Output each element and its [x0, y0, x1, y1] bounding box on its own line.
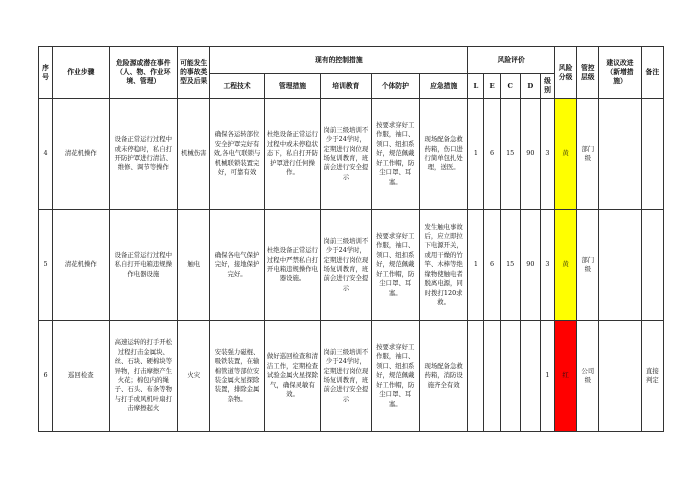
table-row: [39, 99, 664, 210]
col-header-training: 培训教育: [321, 74, 371, 99]
cell-level: 3: [540, 210, 554, 321]
cell-hazard: 设备正常运行过程中或未停稳时，私自打开防护罩进行清洁、维修、调节等操作: [109, 99, 178, 210]
cell-c: 15: [500, 210, 520, 321]
cell-control-level: 部门级: [577, 210, 599, 321]
header-row-1: [39, 47, 664, 74]
cell-engineering: 确保各运转部位安全护罩完好有效,各电气联锁与机械联锁装置完好，可靠有效: [210, 99, 264, 210]
cell-risk-grade: 黄: [555, 210, 577, 321]
cell-l: [468, 321, 484, 432]
cell-management: 做好巡回检查和清洁工作，定期检查试验金属火星探除气，确保灵敏有效。: [264, 321, 320, 432]
cell-l: 1: [468, 99, 484, 210]
cell-e: 6: [484, 99, 500, 210]
cell-d: 90: [520, 99, 540, 210]
col-header-risk-eval: 风险评价: [468, 47, 555, 74]
cell-risk-grade: 红: [555, 321, 577, 432]
cell-training: 岗前三级培训不少于24学时，定期进行岗位现场复训教育，班前会进行安全提示: [321, 99, 371, 210]
cell-remark: [641, 210, 663, 321]
cell-management: 杜绝设备正常运行过程中或未停稳状态下，私自打开防护罩进行任何操作。: [264, 99, 320, 210]
cell-accident: 机械伤害: [178, 99, 210, 210]
cell-e: [484, 321, 500, 432]
cell-l: 1: [468, 210, 484, 321]
cell-remark: 直接判定: [641, 321, 663, 432]
cell-d: [520, 321, 540, 432]
col-header-no: 序号: [39, 47, 53, 99]
cell-engineering: 安装强力磁棍、吸铁装置，在输棉管道等部位安装金属火星探除装置，排除金属杂物。: [210, 321, 264, 432]
cell-suggest: [599, 99, 641, 210]
cell-step: 清花机操作: [53, 99, 109, 210]
cell-accident: 触电: [178, 210, 210, 321]
cell-control-level: 公司级: [577, 321, 599, 432]
col-header-engineering: 工程技术: [210, 74, 264, 99]
cell-level: 1: [540, 321, 554, 432]
col-header-control-level: 管控层级: [577, 47, 599, 99]
cell-emergency: 现场配备急救药箱，伤口进行简单包扎处理，送医。: [419, 99, 467, 210]
cell-hazard: 设备正常运行过程中私自打开电箱违规操作电器设施: [109, 210, 178, 321]
table-row: [39, 321, 664, 432]
cell-emergency: 发生触电事故后，应立即拉下电源开关，或用干燥的竹竿、木棒等绝缘物使触电者脱离电源，同时拨打120求救。: [419, 210, 467, 321]
cell-remark: [641, 99, 663, 210]
col-header-risk-grade: 风险分级: [555, 47, 577, 99]
cell-c: [500, 321, 520, 432]
cell-no: 5: [39, 210, 53, 321]
cell-training: 岗前三级培训不少于24学时，定期进行岗位现场复训教育，班前会进行安全提示: [321, 210, 371, 321]
cell-ppe: 按要求穿好工作服，袖口、领口、纽扣系好，规范佩戴好工作帽，防尘口罩、耳塞。: [371, 321, 419, 432]
col-header-controls: 现有的控制措施: [210, 47, 468, 74]
col-header-e: E: [484, 74, 500, 99]
cell-d: 90: [520, 210, 540, 321]
cell-suggest: [599, 321, 641, 432]
col-header-hazard: 危险源或潜在事件（人、物、作业环境、管理）: [109, 47, 178, 99]
col-header-emergency: 应急措施: [419, 74, 467, 99]
col-header-c: C: [500, 74, 520, 99]
cell-ppe: 按要求穿好工作服，袖口、领口、纽扣系好，规范佩戴好工作帽，防尘口罩、耳塞。: [371, 99, 419, 210]
cell-management: 杜绝设备正常运行过程中严禁私自打开电箱违规操作电器设施。: [264, 210, 320, 321]
col-header-ppe: 个体防护: [371, 74, 419, 99]
col-header-step: 作业步骤: [53, 47, 109, 99]
cell-suggest: [599, 210, 641, 321]
col-header-remark: 备注: [641, 47, 663, 99]
risk-assessment-sheet: [38, 46, 664, 432]
cell-no: 6: [39, 321, 53, 432]
cell-level: 3: [540, 99, 554, 210]
col-header-l: L: [468, 74, 484, 99]
cell-ppe: 按要求穿好工作服，袖口、领口、纽扣系好，规范佩戴好工作帽，防尘口罩、耳塞。: [371, 210, 419, 321]
col-header-suggest: 建议改进（新增措施）: [599, 47, 641, 99]
cell-training: 岗前三级培训不少于24学时，定期进行岗位现场复训教育，班前会进行安全提示: [321, 321, 371, 432]
cell-c: 15: [500, 99, 520, 210]
cell-emergency: 现场配备急救药箱，消防设施齐全有效: [419, 321, 467, 432]
table-row: [39, 210, 664, 321]
col-header-d: D: [520, 74, 540, 99]
col-header-management: 管理措施: [264, 74, 320, 99]
cell-risk-grade: 黄: [555, 99, 577, 210]
cell-hazard: 高速运转的打手开松过程打击金属块、丝、石块、硬棉块等异物，打击摩擦产生火花；棉包内的绳子、石头、布条等物与打手或风机叶扇打击摩擦起火: [109, 321, 178, 432]
cell-step: 清花机操作: [53, 210, 109, 321]
col-header-level: 级别: [540, 74, 554, 99]
risk-table: [38, 46, 664, 432]
cell-accident: 火灾: [178, 321, 210, 432]
cell-engineering: 确保各电气保护完好，接地保护完好。: [210, 210, 264, 321]
cell-control-level: 部门级: [577, 99, 599, 210]
cell-step: 巡回检查: [53, 321, 109, 432]
cell-e: 6: [484, 210, 500, 321]
cell-no: 4: [39, 99, 53, 210]
col-header-accident: 可能发生的事故类型及后果: [178, 47, 210, 99]
